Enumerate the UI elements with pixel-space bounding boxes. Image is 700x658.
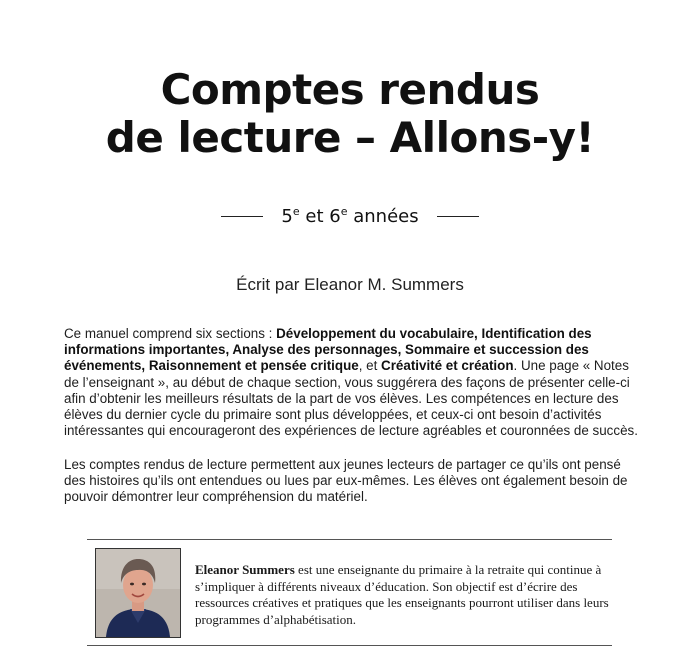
grade-word: années (353, 205, 419, 227)
bio-divider-bottom (87, 645, 612, 646)
grade-level (0, 204, 700, 228)
intro-paragraph-2: Les comptes rendus de lecture permettent aux jeunes lecteurs de partager ce qu’ils ont pensé des histoires qu’ils ont entendues ou lues par eux-mêmes. Les élèves ont également besoin de pouvoir démontrer leur compréhension du matériel. (64, 457, 628, 505)
grade-first-number: 5 (281, 205, 293, 227)
section-list: Développement du vocabulaire, Identification des informations importantes, Analyse des personnages, Sommaire et succession des événements, Raisonnement et pensée critique (64, 326, 592, 374)
section-list-last: Créativité et création (381, 358, 514, 374)
bio-divider-top (87, 539, 612, 540)
author-photo (95, 548, 181, 638)
grade-rule-right (437, 216, 479, 217)
author-credit: Écrit par Eleanor M. Summers (236, 275, 464, 294)
author-portrait-icon (96, 549, 180, 637)
grade-second-ordinal: e (340, 204, 348, 218)
grade-connector: et (305, 205, 324, 227)
title-line-1: Comptes rendus (160, 65, 540, 114)
intro-lead: Ce manuel comprend six sections : (64, 326, 277, 341)
intro-paragraph-1 (64, 326, 644, 439)
grade-second-number: 6 (329, 205, 341, 227)
book-title (0, 66, 700, 162)
grade-text (281, 206, 418, 227)
grade-rule-left (221, 216, 263, 217)
intro-rest: . Une page « Notes de l’enseignant », au début de chaque section, vous suggérera des façons de présenter celle-ci afin d’obtenir les meilleurs résultats de la part de vos élèves. Les compétences en lecture des élèves du dernier cycle du primaire sont plus développées, et ceux-ci ont besoin d’activités intéressantes qui encourageront des expériences de lecture agréables et couronnées de succès. (64, 358, 638, 439)
intro-join: , et (358, 358, 382, 374)
grade-first-ordinal: e (292, 204, 300, 218)
bio-author-name: Eleanor Summers (195, 562, 295, 577)
author-bio (195, 562, 615, 628)
title-line-2: de lecture – Allons-y! (105, 113, 595, 162)
bio-text: est une enseignante du primaire à la retraite qui continue à s’impliquer à différents niveaux d’éducation. Son objectif est d’écrire des ressources créatives et pratiques que les enseignants pourront utiliser dans leurs programmes d’alphabétisation. (195, 562, 609, 627)
